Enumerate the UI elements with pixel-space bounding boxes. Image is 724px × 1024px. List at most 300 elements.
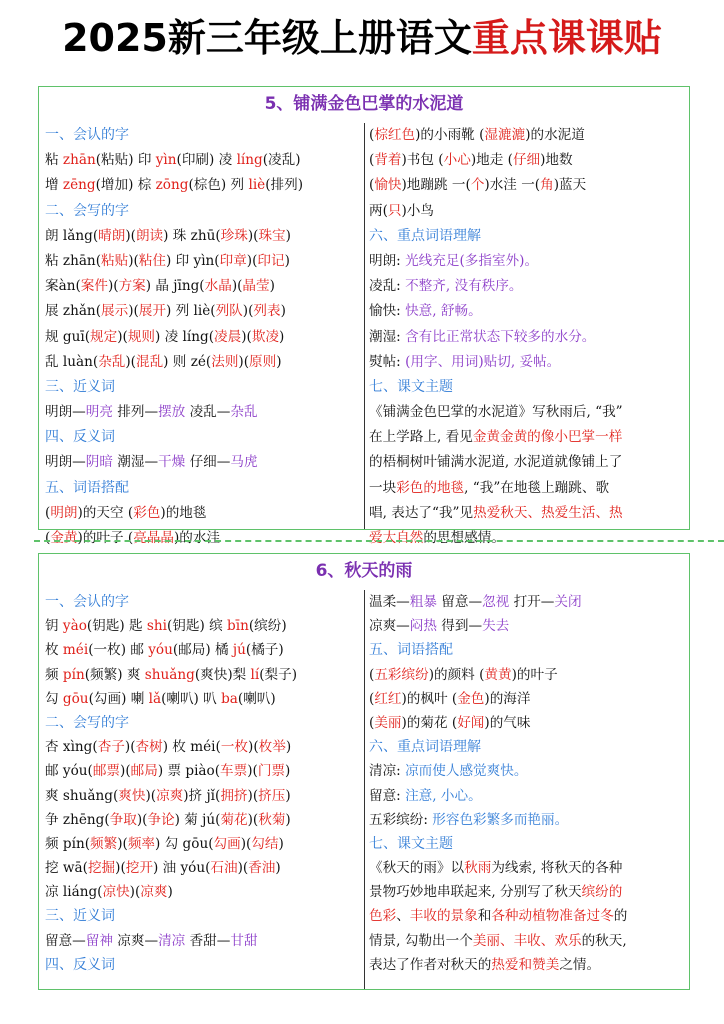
section-heading <box>369 832 687 856</box>
text-line <box>369 476 687 501</box>
text-line <box>369 904 687 928</box>
text-segment: 美丽 <box>374 714 402 731</box>
text-segment: 明朗— <box>45 454 86 471</box>
text-segment: 粘贴 <box>101 252 129 269</box>
text-segment: 菊花 <box>220 811 248 828</box>
text-segment: 湿漉漉 <box>484 127 526 143</box>
text-segment: pín <box>62 666 85 683</box>
text-segment: 金黄金黄的像小巴掌一样 <box>472 429 623 446</box>
text-segment: zhān <box>62 152 96 169</box>
text-segment: 五彩缤纷 <box>374 666 429 683</box>
text-line <box>45 929 361 953</box>
text-segment: 钥 <box>45 618 63 635</box>
text-segment: 粘 <box>45 152 63 169</box>
text-line <box>45 173 361 198</box>
text-line <box>369 687 687 711</box>
text-segment: 原则 <box>249 353 277 370</box>
text-segment: )地蹦跳 一( <box>401 177 471 194</box>
text-segment: ( <box>45 530 51 546</box>
text-segment: zēng <box>62 177 96 194</box>
text-segment: 光线充足(多指室外)。 <box>405 252 539 269</box>
text-segment: 法则 <box>211 353 239 370</box>
text-segment: 金色 <box>457 690 485 707</box>
text-segment: )( <box>145 787 157 804</box>
text-segment: 混乱 <box>135 353 164 370</box>
text-segment: ba <box>221 690 238 707</box>
text-segment: 在上学路上, 看见 <box>369 429 473 446</box>
text-segment: 珠宝 <box>258 227 286 244</box>
text-line <box>369 173 687 198</box>
text-segment: 留意: <box>369 787 406 804</box>
text-segment: ) <box>285 227 291 244</box>
text-line <box>45 759 361 783</box>
text-segment: 二、会写的字 <box>45 202 129 219</box>
section-heading <box>369 375 687 400</box>
lesson5-heading: 5、铺满金色巴掌的水泥道 <box>264 94 464 114</box>
text-segment: 朗 lǎng( <box>45 227 99 244</box>
text-segment: )( <box>124 739 136 756</box>
text-segment: 一、会认的字 <box>45 127 129 143</box>
text-segment: )挤 jǐ( <box>183 787 221 804</box>
text-segment: 规则 <box>127 328 156 345</box>
text-segment: 忽视 <box>482 594 510 610</box>
section-divider <box>34 540 724 542</box>
text-line <box>369 856 687 880</box>
text-line <box>45 400 361 425</box>
text-segment: 勾画 <box>213 835 241 852</box>
text-segment: 背着 <box>374 152 402 169</box>
text-segment: 规定 <box>90 328 118 345</box>
text-segment: 车票 <box>220 763 248 780</box>
text-segment: 展示 <box>101 303 129 320</box>
text-segment: ) 印 yìn( <box>165 252 220 269</box>
text-segment: 门票 <box>257 763 285 780</box>
text-segment: 规 guī( <box>45 328 91 345</box>
text-segment: 列表 <box>253 303 281 320</box>
text-segment: )( <box>248 739 259 756</box>
text-segment: lí <box>250 666 260 683</box>
text-segment: )的海洋 <box>484 690 531 707</box>
text-segment: 排列— <box>112 404 159 421</box>
section-heading <box>45 904 361 928</box>
text-segment: )水洼 一( <box>484 177 541 194</box>
text-segment: 只 <box>387 202 402 219</box>
section-heading <box>45 425 361 450</box>
text-segment: ( <box>369 152 375 169</box>
text-segment: 频繁 <box>90 835 118 852</box>
text-segment: 凉爽— <box>369 618 410 635</box>
text-segment: 之情。 <box>559 956 601 973</box>
text-segment: 热爱和赞美 <box>491 956 560 973</box>
text-segment: 一、会认的字 <box>45 594 129 610</box>
text-segment: ) <box>269 278 275 295</box>
text-segment: 情景, 勾勒出一个 <box>369 932 473 949</box>
text-segment: )( <box>107 278 119 295</box>
text-segment: 马虎 <box>230 454 258 471</box>
section-heading <box>45 375 361 400</box>
text-segment: 黄黄 <box>484 666 512 683</box>
text-segment: 留神 <box>85 932 113 949</box>
text-segment: 干燥 <box>158 454 186 471</box>
text-segment: 粘住 <box>138 252 166 269</box>
text-line <box>369 929 687 953</box>
text-segment: )的天空 ( <box>77 504 134 521</box>
text-line <box>45 735 361 759</box>
text-line <box>45 614 361 638</box>
text-line <box>45 249 361 274</box>
text-segment: 的思想感情。 <box>423 530 505 546</box>
text-segment: ) 珠 zhū( <box>163 227 221 244</box>
text-segment: ) 勾 gōu( <box>155 835 214 852</box>
text-segment: 小心 <box>443 152 471 169</box>
text-segment: 频率 <box>127 835 156 852</box>
text-line <box>45 687 361 711</box>
text-segment: (钥匙) 缤 <box>167 618 228 635</box>
lesson6-heading: 6、秋天的雨 <box>315 561 413 581</box>
text-segment: ( <box>369 177 375 194</box>
text-segment: 邮局 <box>130 763 158 780</box>
section-heading <box>45 590 361 614</box>
text-segment: 四、反义词 <box>45 956 115 973</box>
text-segment: )( <box>117 835 128 852</box>
section-heading <box>45 711 361 735</box>
lesson5-right-column <box>369 123 687 546</box>
text-segment: 闷热 <box>409 618 437 635</box>
text-segment: 熨帖: <box>369 353 406 370</box>
text-segment: 挤压 <box>258 787 286 804</box>
text-segment: )( <box>242 303 254 320</box>
text-segment: ) <box>279 328 285 345</box>
text-segment: 明朗— <box>45 404 86 421</box>
text-segment: 凉爽 <box>156 787 184 804</box>
text-segment: )( <box>125 227 136 244</box>
text-line <box>45 148 361 173</box>
text-segment: ) <box>276 353 282 370</box>
text-segment: ) 票 piào( <box>157 763 221 780</box>
text-segment: 关闭 <box>554 594 582 610</box>
text-segment: 七、课文主题 <box>369 835 453 852</box>
text-segment: 和 <box>477 908 492 925</box>
text-segment: 不整齐, 没有秩序。 <box>405 278 523 295</box>
text-segment: 凉 liáng( <box>45 884 103 901</box>
text-line <box>369 590 687 614</box>
text-line <box>369 808 687 832</box>
text-segment: )的水洼 <box>174 530 221 546</box>
column-divider <box>364 123 365 529</box>
text-segment: 枚 <box>45 642 63 659</box>
section-heading <box>369 638 687 662</box>
text-segment: ( <box>369 127 375 143</box>
text-segment: 景物巧妙地串联起来, 分别写了秋天 <box>369 884 582 901</box>
text-segment: )地数 <box>540 152 573 169</box>
text-segment: (缤纷) <box>248 618 287 635</box>
text-line <box>45 638 361 662</box>
text-segment: 一枚 <box>220 739 249 756</box>
text-segment: )( <box>125 353 136 370</box>
text-segment: 热爱秋天、热爱生活、热 <box>473 504 623 521</box>
section-heading <box>369 224 687 249</box>
lesson5-left-column <box>45 123 361 546</box>
text-segment: 亮晶晶 <box>133 530 174 546</box>
text-segment: )( <box>117 328 128 345</box>
text-segment: ( <box>45 504 51 521</box>
text-segment: shuǎng <box>144 666 195 683</box>
text-segment: 阴暗 <box>85 454 113 471</box>
text-segment: 《秋天的雨》以 <box>369 860 465 877</box>
text-segment: 印章 <box>219 252 247 269</box>
text-segment: 五、词语搭配 <box>45 479 129 496</box>
text-segment: 丰收的景象 <box>409 908 478 925</box>
text-segment: 晶莹 <box>242 278 270 295</box>
text-segment: 勾 <box>45 690 63 707</box>
text-segment: 香甜— <box>185 932 231 949</box>
text-segment: 勾结 <box>251 835 279 852</box>
text-segment: )的枫叶 ( <box>401 690 458 707</box>
text-segment: 乱 luàn( <box>45 353 99 370</box>
text-segment: 潮湿: <box>369 328 406 345</box>
text-line <box>369 425 687 450</box>
text-line <box>369 501 687 526</box>
text-segment: 六、重点词语理解 <box>369 739 481 756</box>
text-segment: )( <box>240 835 252 852</box>
text-line <box>45 880 361 904</box>
text-segment: 清凉 <box>158 932 186 949</box>
text-segment: 角 <box>540 177 554 194</box>
text-segment: 缤纷的 <box>581 884 623 901</box>
text-segment: 挖开 <box>125 860 153 877</box>
text-segment: (排列) <box>265 177 304 194</box>
text-segment: (凌乱) <box>262 152 301 169</box>
text-segment: ) <box>167 884 173 901</box>
section-heading <box>45 199 361 224</box>
text-segment: 秋菊 <box>258 811 286 828</box>
text-line <box>45 501 361 526</box>
text-segment: )( <box>238 353 250 370</box>
text-segment: 形容色彩繁多而艳丽。 <box>432 811 569 828</box>
text-segment: ) 列 liè( <box>165 303 216 320</box>
text-segment: 邮 yóu( <box>45 763 93 780</box>
text-segment: 打开— <box>509 594 555 610</box>
text-segment: ) 晶 jīng( <box>145 278 205 295</box>
text-line <box>45 784 361 808</box>
text-segment: )的小雨靴 ( <box>415 127 485 143</box>
text-segment: 六、重点词语理解 <box>369 227 481 244</box>
title-main: 2025新三年级上册语文 <box>62 16 472 60</box>
text-segment: 含有比正常状态下较多的水分。 <box>405 328 596 345</box>
text-segment: )( <box>247 227 259 244</box>
text-segment: ) 枚 méi( <box>162 739 221 756</box>
text-segment: 注意, 小心。 <box>405 787 482 804</box>
text-segment: )( <box>247 811 259 828</box>
text-segment: 棕红色 <box>374 127 416 143</box>
text-segment: )( <box>247 763 258 780</box>
text-segment: 杂乱 <box>98 353 126 370</box>
text-segment: 五、词语搭配 <box>369 642 453 659</box>
text-segment: (一枚) 邮 <box>88 642 149 659</box>
text-segment: )( <box>247 787 259 804</box>
text-segment: 清凉: <box>369 763 406 780</box>
text-segment: )书包 ( <box>401 152 444 169</box>
text-line <box>369 299 687 324</box>
text-segment: )( <box>246 252 258 269</box>
text-segment: ) <box>278 835 284 852</box>
text-segment: )( <box>241 328 252 345</box>
text-line <box>369 325 687 350</box>
text-segment: )( <box>231 278 243 295</box>
text-segment: 爽快 <box>118 787 146 804</box>
text-segment: ( <box>369 666 375 683</box>
text-segment: 凌乱: <box>369 278 406 295</box>
text-segment: 凌乱— <box>185 404 231 421</box>
text-line <box>45 299 361 324</box>
text-segment: shi <box>146 618 168 635</box>
title-highlight: 重点课课贴 <box>471 16 662 60</box>
text-segment: gōu <box>62 690 89 707</box>
text-segment: yìn <box>155 152 177 169</box>
text-segment: 三、近义词 <box>45 908 115 925</box>
text-segment: 明朗: <box>369 252 406 269</box>
lesson6-left-column <box>45 590 361 987</box>
text-segment: 表达了作者对秋天的 <box>369 956 492 973</box>
text-segment: ( <box>369 690 375 707</box>
text-segment: 杏树 <box>135 739 163 756</box>
text-line <box>369 711 687 735</box>
text-line <box>45 450 361 475</box>
text-segment: (邮局) 橘 <box>172 642 233 659</box>
text-segment: )( <box>136 811 148 828</box>
text-segment: )的地毯 <box>160 504 207 521</box>
text-segment: 枚举 <box>258 739 286 756</box>
text-segment: 珍珠 <box>220 227 248 244</box>
section-heading <box>45 953 361 977</box>
text-segment: )蓝天 <box>553 177 587 194</box>
text-segment: ) <box>284 252 290 269</box>
text-segment: )( <box>128 252 139 269</box>
text-segment: 仔细— <box>185 454 231 471</box>
text-segment: 方案 <box>118 278 146 295</box>
text-line <box>369 199 687 224</box>
text-segment: yào <box>62 618 87 635</box>
text-segment: 唱, 表达了“我”见 <box>369 504 474 521</box>
text-segment: 香油 <box>248 860 276 877</box>
text-segment: (频繁) 爽 <box>84 666 145 683</box>
text-segment: (印刷) 凌 <box>176 152 237 169</box>
text-segment: 三、近义词 <box>45 378 115 395</box>
text-segment: 明亮 <box>85 404 113 421</box>
lesson6-right-column <box>369 590 687 987</box>
text-segment: 水晶 <box>204 278 232 295</box>
text-segment: 凉爽 <box>140 884 168 901</box>
text-segment: )( <box>129 884 141 901</box>
text-segment: 杏子 <box>97 739 125 756</box>
text-line <box>369 148 687 173</box>
text-segment: 欺凌 <box>251 328 279 345</box>
text-segment: 的 <box>613 908 628 925</box>
text-line <box>45 832 361 856</box>
text-segment: 频 pín( <box>45 835 91 852</box>
text-segment: )的菊花 ( <box>401 714 458 731</box>
text-line <box>45 808 361 832</box>
text-segment: 争 zhēng( <box>45 811 110 828</box>
text-line <box>369 663 687 687</box>
section-heading <box>45 123 361 148</box>
text-line <box>369 784 687 808</box>
text-segment: líng <box>236 152 263 169</box>
text-segment: )( <box>115 860 126 877</box>
column-divider <box>364 590 365 989</box>
text-line <box>369 614 687 638</box>
text-segment: ) <box>280 303 286 320</box>
text-segment: 凌晨 <box>214 328 242 345</box>
text-segment: 爽 shuǎng( <box>45 787 119 804</box>
text-segment: 凉爽— <box>112 932 159 949</box>
text-segment: 好闻 <box>457 714 485 731</box>
text-segment: 金黄 <box>50 530 78 546</box>
text-segment: 案àn( <box>45 278 81 295</box>
text-segment: 的秋天, <box>581 932 627 949</box>
text-segment: )的叶子 <box>511 666 558 683</box>
text-segment: zōng <box>155 177 189 194</box>
text-segment: 美丽、丰收、欢乐 <box>472 932 582 949</box>
text-segment: ) 菊 jú( <box>174 811 221 828</box>
text-segment: 邮票 <box>92 763 121 780</box>
text-segment: )的叶子 ( <box>77 530 134 546</box>
text-segment: ) <box>285 763 291 780</box>
text-segment: 粘 zhān( <box>45 252 101 269</box>
text-segment: 得到— <box>436 618 483 635</box>
text-segment: (喇叭) <box>237 690 276 707</box>
text-line <box>369 400 687 425</box>
text-segment: 秋雨 <box>464 860 492 877</box>
text-segment: 爱大自然 <box>369 530 424 546</box>
text-segment: 晴朗 <box>98 227 126 244</box>
text-segment: bīn <box>227 618 249 635</box>
text-segment: )的颜料 ( <box>428 666 485 683</box>
text-line <box>45 663 361 687</box>
text-segment: 愉快: <box>369 303 406 320</box>
text-segment: 甘甜 <box>230 932 258 949</box>
text-line <box>45 856 361 880</box>
text-segment: 为线索, 将秋天的各种 <box>491 860 623 877</box>
text-segment: 色彩 <box>369 908 397 925</box>
text-segment: (钥匙) 匙 <box>86 618 147 635</box>
text-segment: 粗暴 <box>409 594 437 610</box>
text-segment: )( <box>237 860 249 877</box>
text-line <box>369 450 687 475</box>
text-segment: 展 zhǎn( <box>45 303 101 320</box>
text-segment: ( <box>369 714 375 731</box>
text-segment: , “我”在地毯上蹦跳、歌 <box>464 479 610 496</box>
text-segment: 明朗 <box>50 504 78 521</box>
text-segment: )( <box>120 763 131 780</box>
text-line <box>369 350 687 375</box>
text-segment: (梨子) <box>259 666 298 683</box>
text-segment: (棕色) 列 <box>188 177 249 194</box>
text-segment: 个 <box>470 177 485 194</box>
text-segment: 一块 <box>369 479 397 496</box>
text-segment: 摆放 <box>158 404 186 421</box>
text-segment: 潮湿— <box>112 454 159 471</box>
text-segment: 五彩缤纷: <box>369 811 433 828</box>
text-segment: 仔细 <box>512 152 541 169</box>
text-segment: 凉快 <box>102 884 130 901</box>
text-segment: méi <box>62 642 89 659</box>
text-line <box>369 759 687 783</box>
text-segment: )地走 ( <box>470 152 513 169</box>
text-line <box>45 224 361 249</box>
text-segment: 彩色 <box>133 504 161 521</box>
text-segment: 凉而使人感觉爽快。 <box>405 763 528 780</box>
